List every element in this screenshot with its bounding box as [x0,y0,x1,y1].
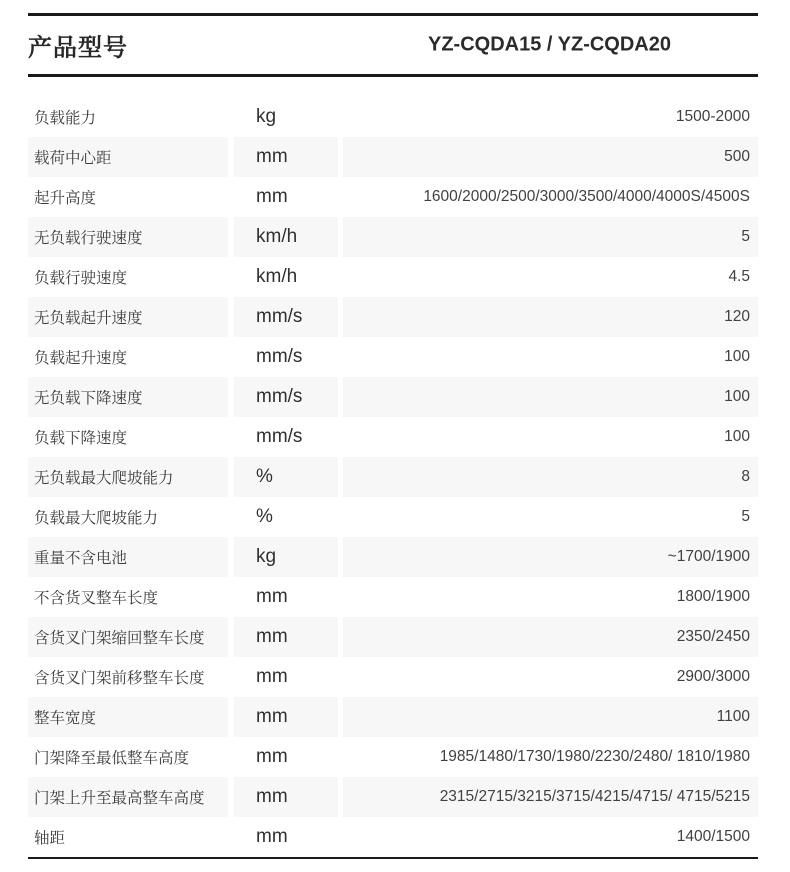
spec-value: 8 [343,457,758,497]
spec-value: 4.5 [728,267,750,285]
spec-value: 100 [343,377,758,417]
spec-row [28,817,758,857]
spec-row [28,337,758,377]
spec-table [28,97,758,857]
spec-unit: kg [234,537,338,577]
spec-row [28,177,758,217]
spec-unit: mm [256,745,288,767]
spec-row [28,537,758,577]
spec-unit: mm/s [256,425,303,447]
spec-value: 2315/2715/3215/3715/4215/4715/ 4715/5215 [343,777,758,817]
spec-label: 轴距 [34,829,66,847]
spec-label: 无负载下降速度 [28,377,228,417]
spec-value: 100 [724,427,750,445]
spec-value: ~1700/1900 [343,537,758,577]
spec-value: 100 [724,347,750,365]
spec-unit: mm [256,185,288,207]
spec-row [28,417,758,457]
spec-label: 门架上升至最高整车高度 [28,777,228,817]
spec-label: 重量不含电池 [28,537,228,577]
spec-unit: mm/s [234,297,338,337]
spec-row [28,497,758,537]
spec-value: 1500-2000 [675,107,750,125]
spec-value: 1600/2000/2500/3000/3500/4000/4000S/4500S [423,187,750,205]
spec-unit: mm [234,777,338,817]
product-model: YZ-CQDA15 / YZ-CQDA20 [427,33,671,56]
spec-header [0,16,790,74]
spec-value: 1800/1900 [676,587,750,605]
spec-value: 120 [343,297,758,337]
spec-label: 负载起升速度 [34,349,128,367]
spec-value: 1400/1500 [676,827,750,845]
spec-unit: kg [256,105,277,127]
spec-unit: % [234,457,338,497]
spec-label: 负载能力 [34,109,97,127]
spec-label: 起升高度 [34,189,97,207]
spec-label: 门架降至最低整车高度 [34,749,190,767]
spec-value: 2350/2450 [343,617,758,657]
spec-unit: mm [234,697,338,737]
spec-unit: km/h [234,217,338,257]
spec-row [28,697,758,737]
spec-label: 负载最大爬坡能力 [34,509,159,527]
spec-unit: mm [256,825,288,847]
spec-label: 负载下降速度 [34,429,128,447]
spec-unit: mm [234,617,338,657]
spec-unit: mm/s [256,345,303,367]
spec-label: 负载行驶速度 [34,269,128,287]
spec-unit: mm [256,665,288,687]
spec-unit: mm [234,137,338,177]
spec-value: 5 [741,507,750,525]
spec-unit: mm/s [234,377,338,417]
spec-label: 无负载起升速度 [28,297,228,337]
spec-label: 无负载最大爬坡能力 [28,457,228,497]
spec-sheet [0,13,790,872]
spec-label: 不含货叉整车长度 [34,589,159,607]
spec-unit: % [256,505,273,527]
spec-value: 500 [343,137,758,177]
spec-row [28,457,758,497]
spec-row [28,297,758,337]
page-title: 产品型号 [28,34,128,62]
spec-value: 1100 [343,697,758,737]
spec-value: 5 [343,217,758,257]
spec-value: 1985/1480/1730/1980/2230/2480/ 1810/1980 [439,747,750,765]
spec-unit: km/h [256,265,298,287]
spec-unit: mm [256,585,288,607]
spec-row [28,137,758,177]
spec-label: 无负载行驶速度 [28,217,228,257]
spec-row [28,377,758,417]
spec-row [28,617,758,657]
spec-row [28,777,758,817]
spec-row [28,657,758,697]
spec-value: 2900/3000 [676,667,750,685]
spec-label: 整车宽度 [28,697,228,737]
header-divider [28,74,758,77]
spec-row [28,577,758,617]
spec-label: 含货叉门架前移整车长度 [34,669,205,687]
spec-label: 含货叉门架缩回整车长度 [28,617,228,657]
spec-label: 载荷中心距 [28,137,228,177]
spec-row [28,97,758,137]
spec-row [28,217,758,257]
spec-row [28,737,758,777]
spec-row [28,257,758,297]
